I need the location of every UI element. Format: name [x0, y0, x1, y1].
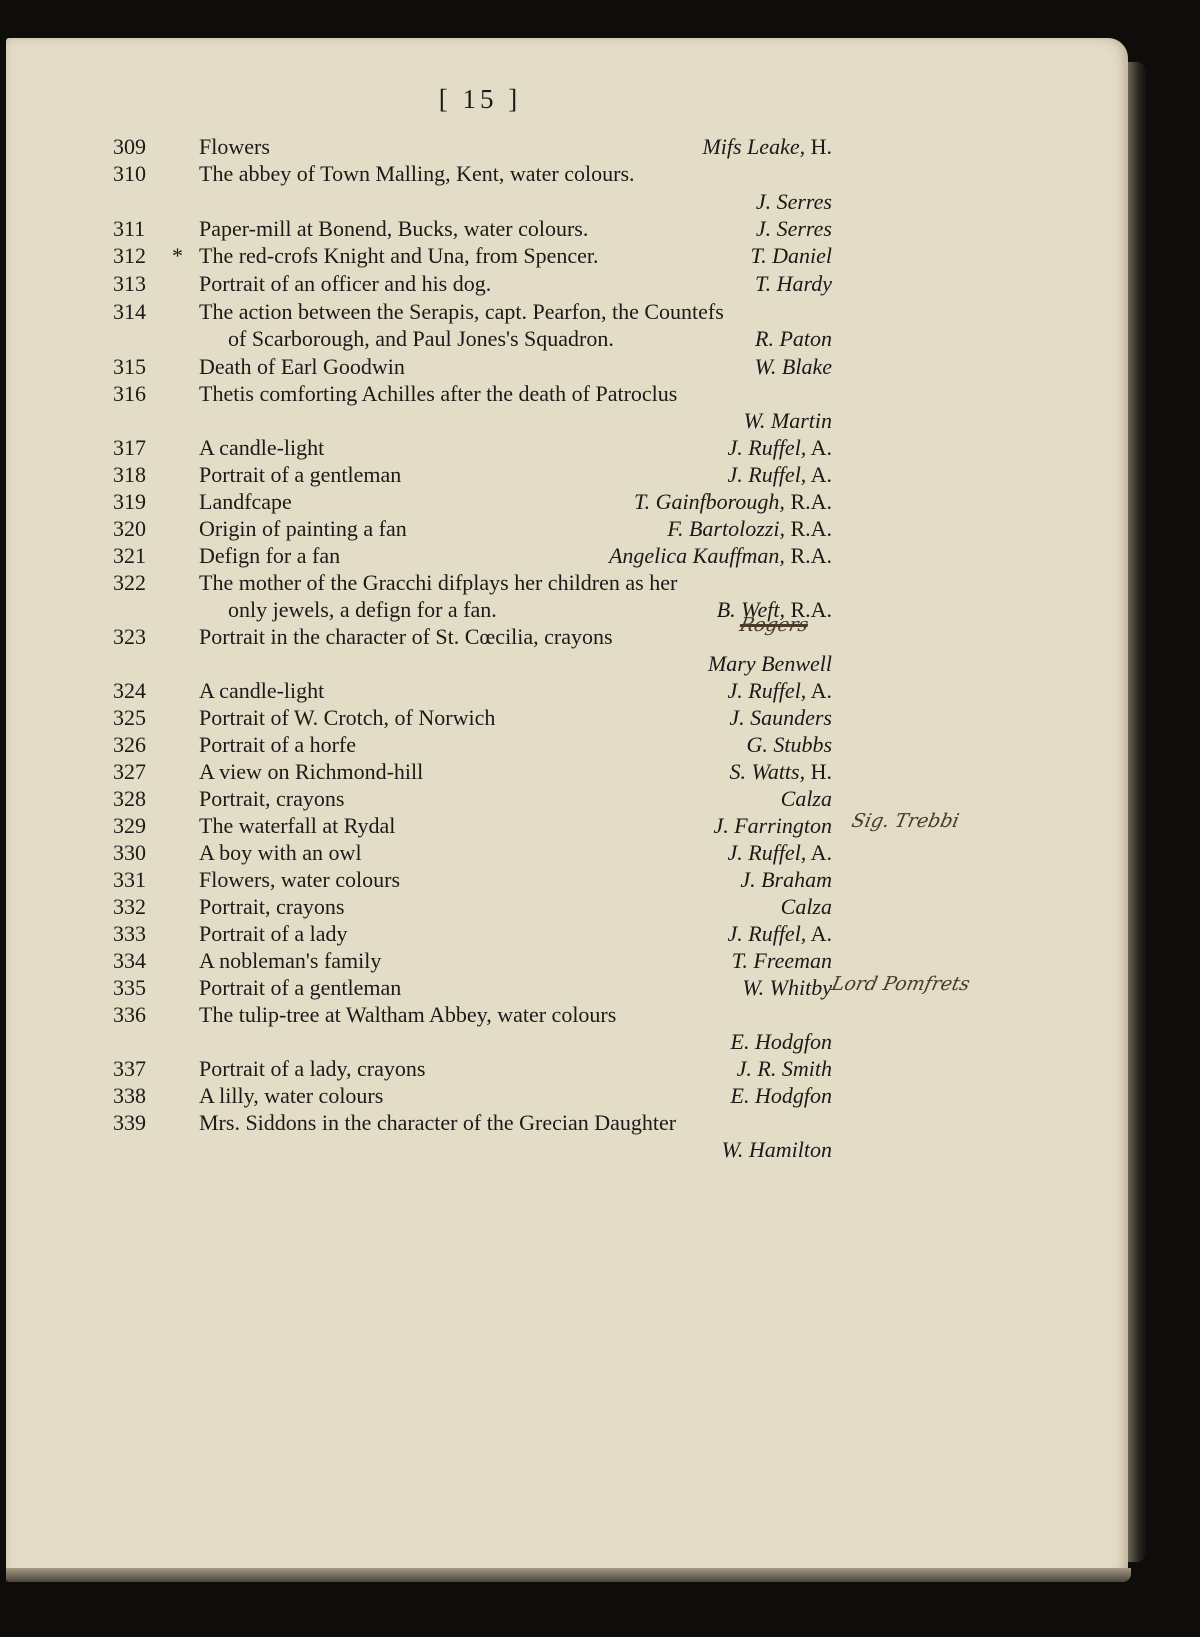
entry-title: Landfcape: [199, 489, 292, 514]
entry-title: A nobleman's family: [199, 948, 382, 973]
entry-title: A candle-light: [199, 678, 325, 703]
catalogue-line: [0, 325, 1000, 352]
artist-rank: A.: [806, 921, 832, 946]
entry-number: 317: [113, 435, 146, 460]
catalogue-line: [0, 1136, 1000, 1163]
catalogue-line: [0, 515, 1000, 542]
catalogue-line: [0, 1055, 1000, 1082]
entry-title: Portrait of a gentleman: [199, 975, 402, 1000]
artist-rank: A.: [806, 678, 832, 703]
artist-name: W. Martin: [743, 408, 832, 433]
entry-number: 335: [113, 975, 146, 1000]
entry-artist: [722, 1136, 832, 1163]
catalogue-line: [0, 1082, 1000, 1109]
entry-number: 322: [113, 570, 146, 595]
artist-name: W. Whitby: [742, 975, 832, 1000]
catalogue-line: [0, 542, 1000, 569]
entry-title: The red-crofs Knight and Una, from Spencer.: [199, 243, 599, 268]
entry-number: 333: [113, 921, 146, 946]
entry-number: 330: [113, 840, 146, 865]
entry-title: Flowers, water colours: [199, 867, 401, 892]
page-number: [ 15 ]: [438, 84, 522, 114]
entry-title: Portrait in the character of St. Cœcilia, crayons: [199, 624, 613, 649]
entry-artist: [713, 812, 832, 839]
artist-name: J. Braham: [740, 867, 832, 892]
entry-artist: [728, 677, 833, 704]
entry-number: 339: [113, 1110, 146, 1135]
catalogue-line: [0, 380, 1000, 407]
entry-number: 319: [113, 489, 146, 514]
artist-name: J. Ruffel,: [727, 435, 807, 460]
artist-name: Mary Benwell: [707, 651, 832, 676]
entry-title: Death of Earl Goodwin: [199, 354, 405, 379]
artist-rank: H.: [805, 759, 832, 784]
handwritten-note-328: Sig. Trebbi: [849, 810, 962, 832]
catalogue-line: [0, 569, 1000, 596]
entry-title: of Scarborough, and Paul Jones's Squadron.: [228, 326, 614, 351]
entry-artist: [667, 515, 832, 542]
catalogue-line: [0, 650, 1000, 677]
artist-name: J. Serres: [755, 189, 832, 214]
entry-title: The action between the Serapis, capt. Pearfon, the Countefs: [199, 299, 724, 324]
artist-name: E. Hodgfon: [730, 1083, 832, 1108]
entry-number: 331: [113, 867, 146, 892]
entry-number: 318: [113, 462, 146, 487]
entry-number: 334: [113, 948, 146, 973]
artist-name: J. Serres: [755, 216, 832, 241]
entry-number: 327: [113, 759, 146, 784]
entry-number: 336: [113, 1002, 146, 1027]
artist-rank: A.: [806, 435, 832, 460]
entry-artist: [756, 188, 832, 215]
entry-title: Mrs. Siddons in the character of the Grecian Daughter: [199, 1110, 677, 1135]
handwritten-note-334: Lord Pomfrets: [829, 973, 972, 995]
artist-name: E. Hodgfon: [730, 1029, 832, 1054]
entry-artist: [755, 270, 832, 297]
artist-name: F. Bartolozzi,: [667, 516, 785, 541]
handwritten-strikeout: Rogers: [737, 614, 811, 636]
entry-artist: [634, 488, 832, 515]
artist-name: T. Gainfborough,: [633, 489, 785, 514]
entry-title: A lilly, water colours: [199, 1083, 384, 1108]
entry-title: The mother of the Gracchi difplays her children as her: [199, 570, 678, 595]
catalogue-line: [0, 1109, 1000, 1136]
entry-number: 315: [113, 354, 146, 379]
artist-rank: A.: [806, 462, 832, 487]
entry-title: Portrait of a gentleman: [199, 462, 402, 487]
catalogue-line: [0, 947, 1000, 974]
artist-rank: R.A.: [784, 516, 832, 541]
catalogue-line: [0, 839, 1000, 866]
catalogue-line: [0, 242, 1000, 269]
entry-artist: [732, 947, 832, 974]
catalogue-line: [0, 677, 1000, 704]
artist-name: Calza: [780, 786, 832, 811]
artist-rank: R.A.: [784, 597, 832, 622]
entry-artist: [781, 785, 832, 812]
entry-artist: [781, 893, 832, 920]
entry-artist: [742, 974, 832, 1001]
entry-number: 309: [113, 134, 146, 159]
entry-artist: [708, 650, 832, 677]
entry-number: 332: [113, 894, 146, 919]
entry-title: only jewels, a defign for a fan.: [228, 597, 497, 622]
artist-name: W. Hamilton: [721, 1137, 832, 1162]
entry-number: 321: [113, 543, 146, 568]
catalogue-line: [0, 596, 1000, 623]
catalogue-line: [0, 731, 1000, 758]
catalogue-line: [0, 215, 1000, 242]
entry-number: 311: [113, 216, 146, 241]
catalogue-line: [0, 785, 1000, 812]
entry-title: The tulip-tree at Waltham Abbey, water colours: [199, 1002, 617, 1027]
entry-artist: [728, 839, 833, 866]
entry-artist: [755, 325, 832, 352]
entry-number: 325: [113, 705, 146, 730]
artist-name: G. Stubbs: [746, 732, 832, 757]
entry-title: The waterfall at Rydal: [199, 813, 396, 838]
entry-number: 337: [113, 1056, 146, 1081]
entry-artist: [751, 242, 832, 269]
artist-name: Mifs Leake,: [702, 134, 806, 159]
entry-artist: [731, 1082, 832, 1109]
artist-rank: R.A.: [784, 543, 832, 568]
entry-artist: [730, 758, 832, 785]
entry-number: 338: [113, 1083, 146, 1108]
artist-name: R. Paton: [755, 326, 832, 351]
entry-title: Portrait of W. Crotch, of Norwich: [199, 705, 496, 730]
entry-title: Portrait of a lady: [199, 921, 348, 946]
entry-title: Flowers: [199, 134, 270, 159]
artist-rank: H.: [805, 134, 832, 159]
catalogue-line: [0, 434, 1000, 461]
entry-number: 323: [113, 624, 146, 649]
artist-name: J. R. Smith: [736, 1056, 832, 1081]
artist-rank: A.: [806, 840, 832, 865]
artist-name: T. Hardy: [755, 271, 832, 296]
entry-title: Paper-mill at Bonend, Bucks, water colours.: [199, 216, 589, 241]
entry-artist: [744, 407, 832, 434]
entry-artist: [609, 542, 832, 569]
entry-artist: [702, 133, 832, 160]
catalogue-line: [0, 188, 1000, 215]
catalogue-line: [0, 461, 1000, 488]
entry-title: The abbey of Town Malling, Kent, water colours.: [199, 161, 635, 186]
catalogue-line: [0, 623, 1000, 650]
entry-title: Portrait of a horfe: [199, 732, 356, 757]
entry-artist: [729, 704, 832, 731]
entry-artist: [746, 731, 832, 758]
catalogue-line: [0, 488, 1000, 515]
entry-artist: [731, 1028, 832, 1055]
catalogue-line: [0, 920, 1000, 947]
artist-name: W. Blake: [754, 354, 832, 379]
entry-number: 320: [113, 516, 146, 541]
catalogue-line: [0, 407, 1000, 434]
entry-number: 314: [113, 299, 146, 324]
asterisk-mark: *: [172, 243, 183, 268]
catalogue-line: [0, 160, 1000, 187]
entry-title: Defign for a fan: [199, 543, 341, 568]
entry-number: 313: [113, 271, 146, 296]
artist-name: J. Ruffel,: [727, 462, 807, 487]
entry-artist: [756, 215, 832, 242]
entry-title: Thetis comforting Achilles after the death of Patroclus: [199, 381, 678, 406]
entry-artist: [728, 920, 833, 947]
entry-title: Portrait of an officer and his dog.: [199, 271, 492, 296]
entry-title: Portrait, crayons: [199, 894, 345, 919]
artist-name: Angelica Kauffman,: [608, 543, 785, 568]
catalogue-line: [0, 1001, 1000, 1028]
entry-artist: [737, 1055, 832, 1082]
catalogue-line: [0, 270, 1000, 297]
entry-title: Origin of painting a fan: [199, 516, 407, 541]
artist-name: J. Farrington: [713, 813, 832, 838]
artist-name: S. Watts,: [729, 759, 806, 784]
artist-name: T. Daniel: [750, 243, 832, 268]
entry-number: 312: [113, 243, 146, 268]
entry-number: 310: [113, 161, 146, 186]
catalogue-line: [0, 133, 1000, 160]
entry-number: 329: [113, 813, 146, 838]
entry-title: A boy with an owl: [199, 840, 362, 865]
page-edge: [1128, 62, 1146, 1562]
artist-name: T. Freeman: [731, 948, 832, 973]
entry-title: A candle-light: [199, 435, 325, 460]
entry-title: Portrait, crayons: [199, 786, 345, 811]
catalogue-line: [0, 866, 1000, 893]
artist-name: Calza: [780, 894, 832, 919]
page-bottom-edge: [6, 1568, 1131, 1582]
catalogue-line: [0, 893, 1000, 920]
entry-number: 316: [113, 381, 146, 406]
artist-name: J. Ruffel,: [727, 678, 807, 703]
artist-name: J. Ruffel,: [727, 921, 807, 946]
entry-artist: [740, 866, 832, 893]
catalogue-line: [0, 704, 1000, 731]
entry-artist: [755, 353, 832, 380]
catalogue-line: [0, 353, 1000, 380]
entry-artist: [728, 461, 833, 488]
entry-number: 326: [113, 732, 146, 757]
entry-artist: [728, 434, 833, 461]
artist-name: J. Ruffel,: [727, 840, 807, 865]
entry-number: 324: [113, 678, 146, 703]
entry-title: Portrait of a lady, crayons: [199, 1056, 426, 1081]
catalogue-line: [0, 758, 1000, 785]
entry-title: A view on Richmond-hill: [199, 759, 424, 784]
catalogue-line: [0, 298, 1000, 325]
artist-name: J. Saunders: [729, 705, 832, 730]
entry-number: 328: [113, 786, 146, 811]
catalogue-line: [0, 1028, 1000, 1055]
artist-name: B. Weft,: [716, 597, 785, 622]
artist-rank: R.A.: [784, 489, 832, 514]
